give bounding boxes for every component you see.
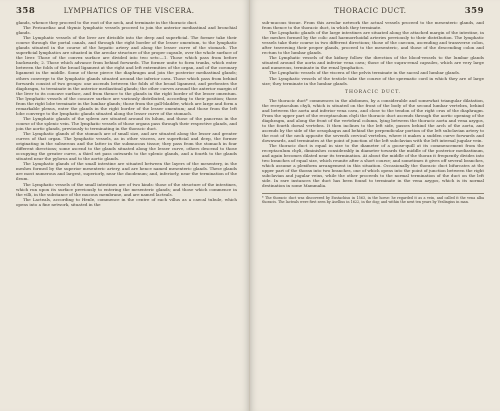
left-page-number: 358: [16, 6, 36, 16]
right-running-head: [262, 6, 484, 16]
left-page-body: [16, 20, 237, 207]
paragraph: The Lymphatic glands of the spleen are situated around its hilum, and those of the pancreas in the course of the splenic vein. The lymphatic vessels of those organs pass through their respective glands, and join the aortic glands, previously to terminating in the thoracic duct.: [16, 115, 237, 131]
paragraph: The thoracic duct is equal in size to the diameter of a goose-quill at its commencement from the receptaculum chyli, diminishes considerably in diameter towards the middle of the posterior mediastinum, and again becomes dilated near its termination. At about the middle of the thorax it frequently divides into two branches of equal size, which reunite after a short course; and sometimes it gives off several branches, which assume a plexiform arrangement in this situation. Occasionally the thoracic duct bifurcates at the upper part of the thorax into two branches, one of which opens into the point of junction between the right subclavian and jugular veins, while the other proceeds to the normal termination of the duct on the left side. In rare instances the duct has been found to terminate in the vena azygos, which is its normal destination in some Mammalia.: [262, 143, 484, 189]
paragraph: The Lymphatic vessels of the testicle take the course of the spermatic cord in which they are of large size; they terminate in the lumbar glands.: [262, 75, 484, 86]
right-page-body: [262, 20, 484, 204]
paragraph: The Lymphatic glands of the large intestines are situated along the attached margin of the intestine, in the meshes formed by the colic and haemorrhoidal arteries previously to their distribution. The lymphatic vessels take their course in two different directions; those of the caecum, ascending and transverse colon, after traversing their proper glands, proceed to the mesenteric, and those of the descending colon and rectum to the lumbar glands.: [262, 30, 484, 56]
paragraph: The Lymphatic vessels of the viscera of the pelvis terminate in the sacral and lumbar glands.: [269, 70, 461, 76]
paragraph: The Lymphatic vessels of the kidney follow the direction of the blood-vessels to the lumbar glands situated around the aorta and inferior vena cava; those of the supra-renal capsules, which are very large and numerous, terminate in the renal lymphatics.: [262, 55, 484, 71]
paragraph: The Lymphatic glands of the stomach are of small size, and are situated along the lesser and greater curves of that organ. The lymphatic vessels, as in other viscera, are superficial and deep, the former originating in the subserous and the latter in the submucous tissue; they pass from the stomach in four different directions; some ascend to the glands situated along the lesser curve, others descend to those occupying the greater curve, a third set pass outwards to the splenic glands, and a fourth to the glands situated near the pylorus and to the aortic glands.: [16, 131, 237, 162]
right-page-number: 359: [464, 6, 484, 16]
paragraph: The thoracic duct* commences in the abdomen, by a considerable and somewhat triangular dilatation, the receptaculum chyli, which is situated on the front of the body of the second lumbar vertebra, behind and between the aorta and inferior vena cava, and close to the tendon of the right crus of the diaphragm. From the upper part of the receptaculum chyli the thoracic duct ascends through the aortic opening of the diaphragm, and along the front of the vertebral column, lying between the thoracic aorta and vena azygos, to the fourth dorsal vertebra. It then inclines to the left side, passes behind the arch of the aorta, and ascends by the side of the oesophagus and behind the perpendicular portion of the left subclavian artery to the root of the neck opposite the seventh cervical vertebra, where it makes a sudden curve forwards and downwards, and terminates at the point of junction of the left subclavian with the left internal jugular vein.: [262, 97, 484, 144]
paragraph: The Lymphatic glands of the small intestine are situated between the layers of the mesentery, in the meshes formed by the superior mesenteric artery, and are hence named mesenteric glands. These glands are most numerous and largest, superiorly, near the duodenum; and, inferiorly, near the termination of the ileum.: [16, 161, 237, 182]
section-heading: THORACIC DUCT.: [345, 89, 401, 95]
right-page: [250, 0, 500, 411]
paragraph: glands, whence they proceed to the root of the neck, and terminate in the thoracic duct.: [16, 20, 198, 25]
paragraph: The Lymphatic vessels of the liver are divisible into the deep and superficial. The former take their course through the portal canals, and through the right border of the lesser omentum, to the lymphatic glands situated in the course of the hepatic artery and along the lesser curve of the stomach. The superficial lymphatics are situated in the areolar structure of the proper capsule, over the whole surface of the liver. Those of the convex surface are divided into two sets:—1. Those which pass from before backwards; 2. Those which advance from behind forwards. The former unite to form trunks, which enter between the folds of the broad ligament at the right and left extremities of the organ, and of the coronary ligament in the middle. Some of these pierce the diaphragm and join the posterior mediastinal glands; others converge to the lymphatic glands situated around the inferior cava. Those which pass from behind forwards consist of two groups: one ascends between the folds of the broad ligament, and perforates the diaphragm, to terminate in the anterior mediastinal glands; the other curves around the anterior margin of the liver to its concave surface, and from thence to the glands in the right border of the lesser omentum. The lymphatic vessels of the concave surface are variously distributed, according to their position; those from the right lobe terminate in the lumbar glands; those from the gall-bladder, which are large and form a remarkable plexus, enter the glands in the right border of the lesser omentum; and those from the left lobe converge to the lymphatic glands situated along the lesser curve of the stomach.: [16, 35, 237, 116]
paragraph: The Lacteals, according to Henle, commence in the centre of each villus as a caecal tubule, which opens into a fine network, situated in the: [16, 196, 237, 207]
left-running-title: LYMPHATICS OF THE VISCERA.: [63, 7, 195, 15]
footnote: * The thoracic duct was discovered by Eustachius in 1563, in the horse: he regarded it as a vein, and called it the vena alba thoracis. The lacteals were first seen by Asellius in 1622, in the dog; and within the next ten years by Veslingius in man.: [262, 193, 484, 204]
paragraph: sub-mucous tissue. From this areolar network the actual vessels proceed to the mesenteric glands, and from thence to the thoracic duct, in which they terminate.: [262, 20, 484, 31]
paragraph: The Pericardiac and thymic lymphatic vessels proceed to join the anterior mediastinal and bronchial glands.: [16, 25, 237, 36]
right-running-title: THORACIC DUCT.: [334, 7, 407, 15]
left-running-head: [16, 6, 237, 16]
paragraph: The Lymphatic vessels of the small intestines are of two kinds: those of the structure of the intestines, which run upon its surface previously to entering the mesenteric glands; and those which commence in the villi, in the substance of the mucous membrane, and are named lacteals.: [16, 181, 237, 197]
